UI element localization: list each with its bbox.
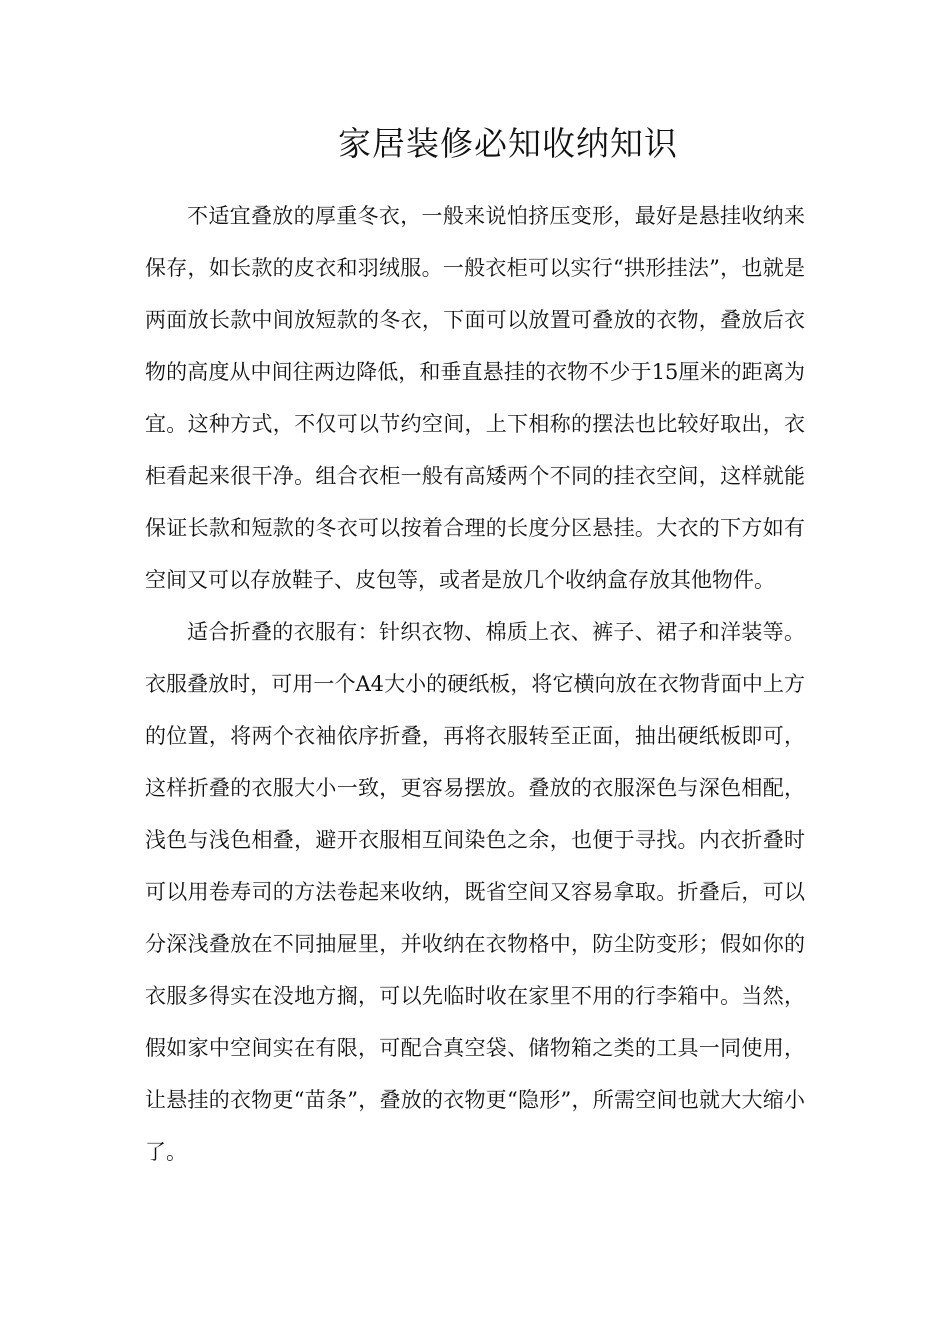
document-body (145, 190, 805, 1178)
document-title: 家居装修必知收纳知识 (338, 124, 678, 163)
paragraph-1: 不适宜叠放的厚重冬衣，一般来说怕挤压变形，最好是悬挂收纳来保存，如长款的皮衣和羽绒服。一般衣柜可以实行“拱形挂法”，也就是两面放长款中间放短款的冬衣，下面可以放置可叠放的衣物，叠放后衣物的高度从中间往两边降低，和垂直悬挂的衣物不少于15厘米的距离为宜。这种方式，不仅可以节约空间，上下相称的摆法也比较好取出，衣柜看起来很干净。组合衣柜一般有高矮两个不同的挂衣空间，这样就能保证长款和短款的冬衣可以按着合理的长度分区悬挂。大衣的下方如有空间又可以存放鞋子、皮包等，或者是放几个收纳盒存放其他物件。 (145, 204, 805, 592)
paragraph-2: 适合折叠的衣服有：针织衣物、棉质上衣、裤子、裙子和洋装等。衣服叠放时，可用一个A4大小的硬纸板，将它横向放在衣物背面中上方的位置，将两个衣袖依序折叠，再将衣服转至正面，抽出硬纸板即可，这样折叠的衣服大小一致，更容易摆放。叠放的衣服深色与深色相配，浅色与浅色相叠，避开衣服相互间染色之余，也便于寻找。内衣折叠时可以用卷寿司的方法卷起来收纳，既省空间又容易拿取。折叠后，可以分深浅叠放在不同抽屉里，并收纳在衣物格中，防尘防变形；假如你的衣服多得实在没地方搁，可以先临时收在家里不用的行李箱中。当然，假如家中空间实在有限，可配合真空袋、储物箱之类的工具一同使用，让悬挂的衣物更“苗条”，叠放的衣物更“隐形”，所需空间也就大大缩小了。 (145, 620, 805, 1164)
